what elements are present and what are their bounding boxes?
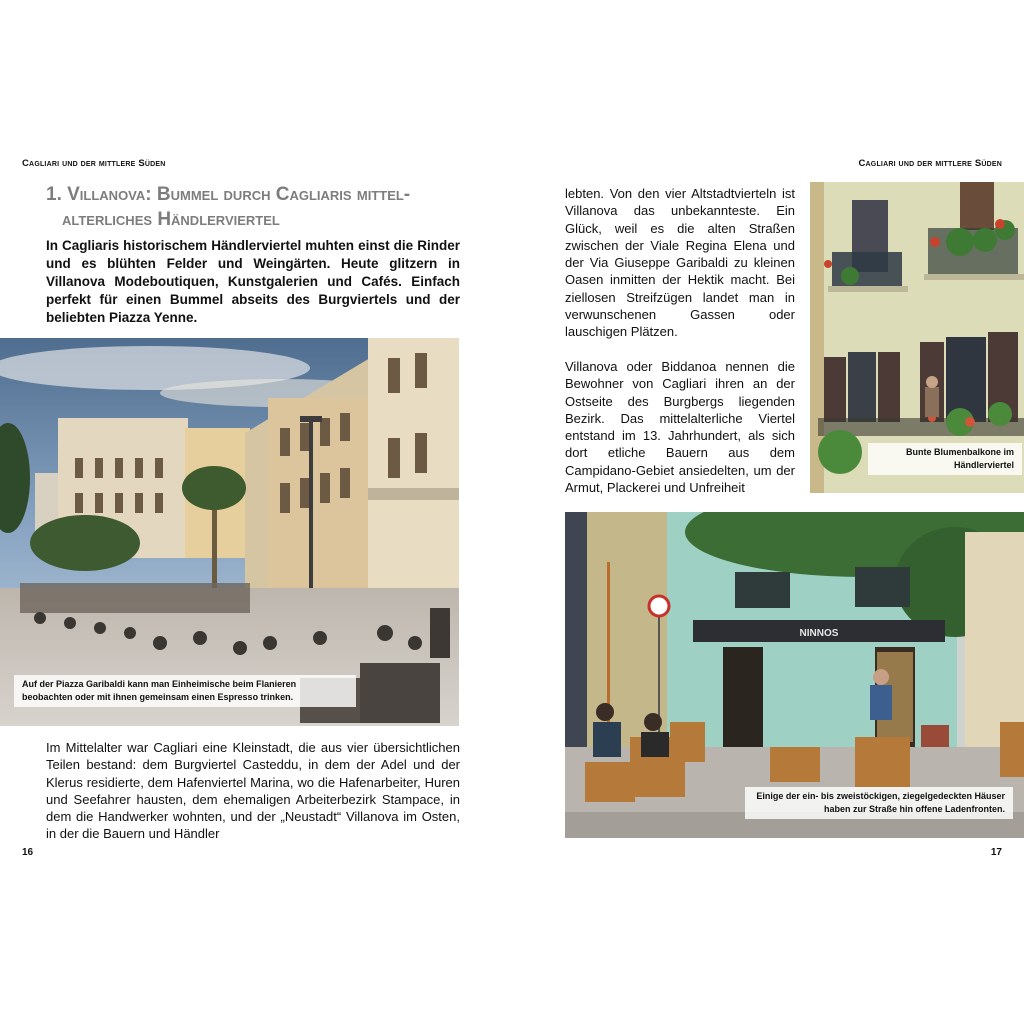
chapter-title-line-2: alterliches Händlerviertel xyxy=(62,209,280,230)
body-paragraph-right-2: Villanova oder Biddanoa nennen die Bewohner von Cagliari ihren an der Ostseite des Burgbergs liegenden Bezirk. Das mittelalterliche Viertel entstand im 13. Jahrhundert, als sich dort etliche Bauern aus dem Campidano-Gebiet ansiedelten, um der Armut, Plackerei und Unfreiheit xyxy=(565,359,795,496)
page-number-right: 17 xyxy=(990,847,1002,858)
running-head-left: Cagliari und der mittlere Süden xyxy=(22,158,166,169)
body-paragraph-right-1: lebten. Von den vier Altstadtvierteln ist Villanova das unbekannteste. Ein Glück, weil es die alten Straßen zwischen der Viale Regina Elena und der Via Giuseppe Garibaldi zu kleinen Oasen inmitten der Hektik macht. Bei ziellosen Streifzügen landet man in verwunschenen Gassen oder lauschigen Plätzen. xyxy=(565,186,795,340)
chapter-title xyxy=(46,182,466,232)
chapter-title-line-1: 1. Villanova: Bummel durch Cagliaris mittel- xyxy=(46,184,411,205)
shop-sign-text: NINNOS xyxy=(799,628,839,639)
page-number-left: 16 xyxy=(22,847,34,858)
lead-paragraph: In Cagliaris historischem Händlerviertel muhten einst die Rinder und es blühten Felder und Weingärten. Heute glitzern in Villanova Modeboutiquen, Kunstgalerien und Cafés. Einfach perfekt für einen Bummel abseits des Burgviertels und der beliebten Piazza Yenne. xyxy=(46,238,460,325)
piazza-garibaldi-photo xyxy=(0,338,459,726)
photo-caption-shopfront: Einige der ein- bis zweistöckigen, ziegelgedeckten Häuser haben zur Straße hin offene Ladenfronten. xyxy=(745,787,1013,819)
photo-caption-piazza: Auf der Piazza Garibaldi kann man Einheimische beim Flanieren beobachten oder mit ihnen gemeinsam einen Espresso trinken. xyxy=(14,675,356,707)
running-head-right: Cagliari und der mittlere Süden xyxy=(858,158,1002,169)
photo-caption-balcony: Bunte Blumenbalkone im Händlerviertel xyxy=(868,443,1022,475)
body-paragraph-left: Im Mittelalter war Cagliari eine Kleinstadt, die aus vier übersichtlichen Teilen bestand: dem Burgviertel Casteddu, in dem der Adel und der Klerus residierte, dem Hafenviertel Marina, wo die Hafenarbeiter, Huren und Seefahrer hausten, dem ehemaligen Arbeiterbezirk Stampace, in dem die Handwerker wohnten, und der „Neustadt“ Villanova im Osten, in der die Bauern und Händler xyxy=(46,740,460,842)
